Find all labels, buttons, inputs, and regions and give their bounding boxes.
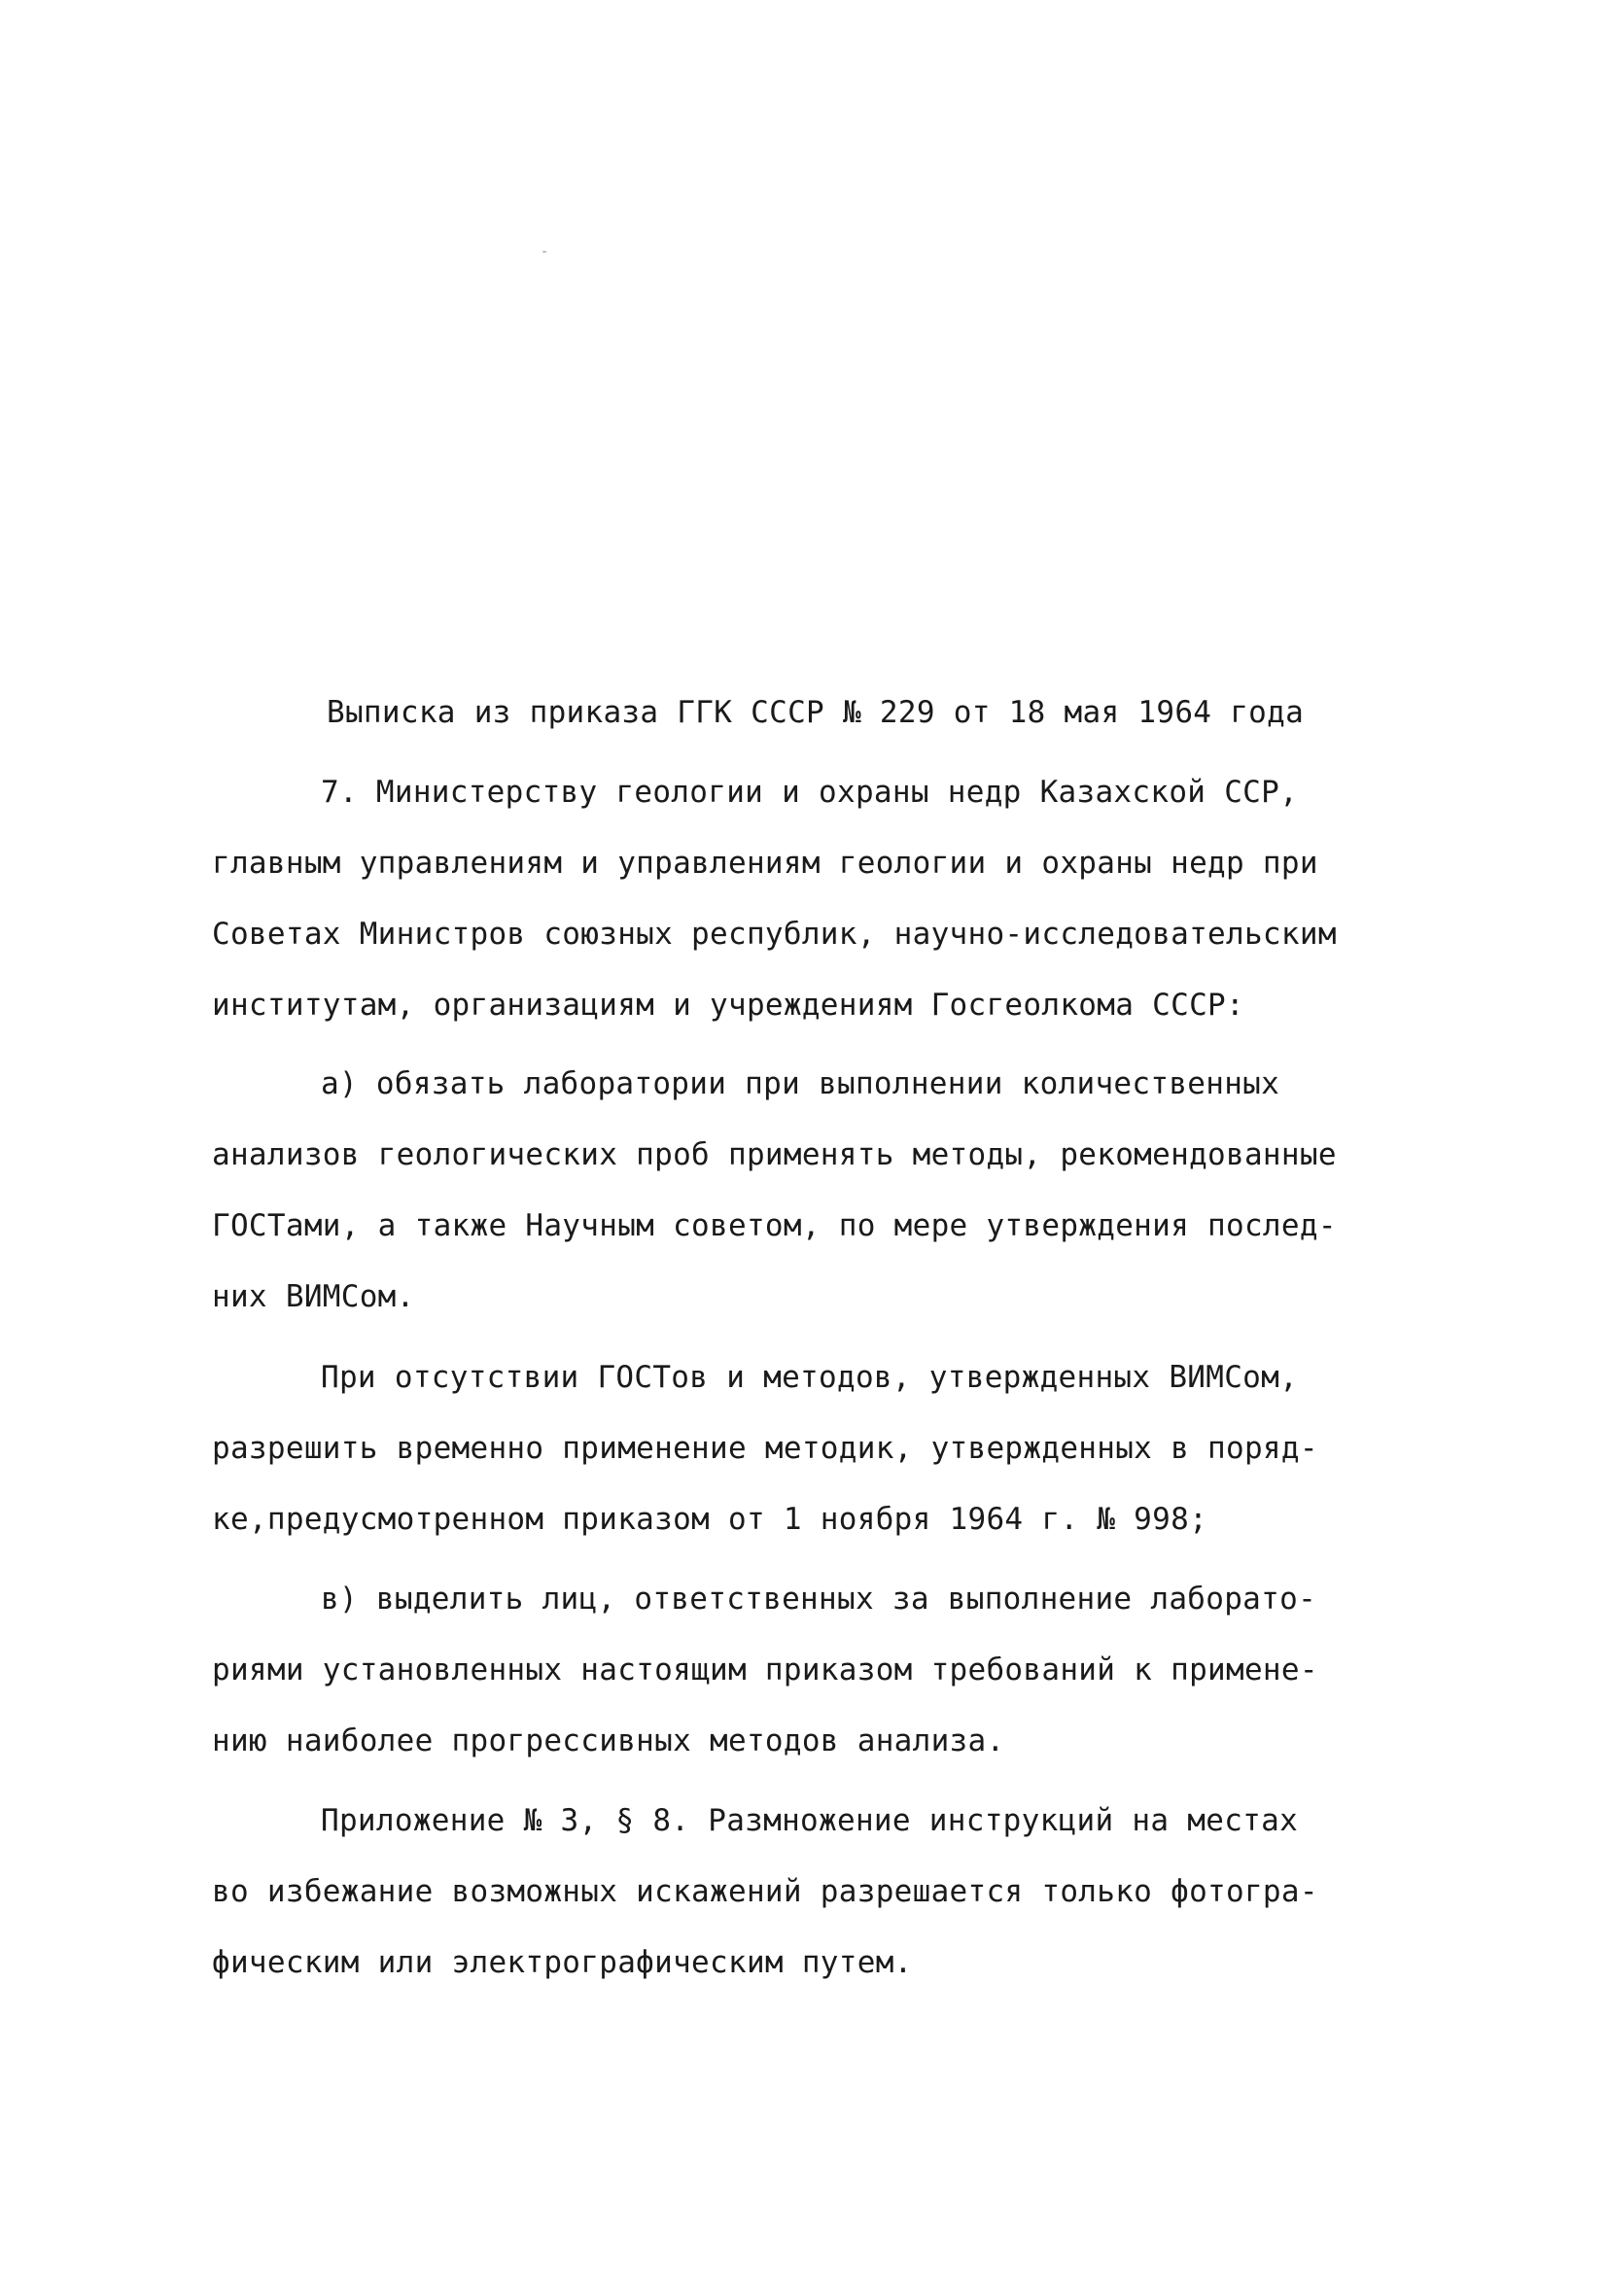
paragraph-line: ке,предусмотренном приказом от 1 ноября 1964 г. № 998;: [212, 1502, 1208, 1537]
paragraph-line: институтам, организациям и учреждениям Госгеолкома СССР:: [212, 988, 1244, 1023]
document-heading: Выписка из приказа ГГК СССР № 229 от 18 мая 1964 года: [327, 695, 1305, 730]
paragraph-line: нию наиболее прогрессивных методов анализа.: [212, 1723, 1005, 1758]
paragraph-line: Советах Министров союзных республик, научно-исследовательским: [212, 917, 1337, 952]
paragraph-line: во избежание возможных искажений разрешается только фотогра-: [212, 1874, 1318, 1909]
paragraph-line: 7. Министерству геологии и охраны недр Казахской ССР,: [321, 775, 1299, 810]
paragraph-line: разрешить временно применение методик, утвержденных в поряд-: [212, 1431, 1318, 1466]
paragraph-line: главным управлениям и управлениям геологии и охраны недр при: [212, 846, 1318, 881]
paragraph-line: Приложение № 3, § 8. Размножение инструкций на местах: [321, 1803, 1299, 1838]
paragraph-line: них ВИМСом.: [212, 1279, 415, 1314]
paragraph-line: анализов геологических проб применять методы, рекомендованные: [212, 1137, 1337, 1172]
paragraph-line: а) обязать лаборатории при выполнении количественных: [321, 1066, 1280, 1101]
paragraph-line: риями установленных настоящим приказом требований к примене-: [212, 1652, 1318, 1687]
scan-speck: [542, 251, 546, 253]
paragraph-line: При отсутствии ГОСТов и методов, утвержденных ВИМСом,: [321, 1360, 1299, 1395]
paragraph-line: фическим или электрографическим путем.: [212, 1945, 913, 1980]
paragraph-line: в) выделить лиц, ответственных за выполнение лаборато-: [321, 1582, 1317, 1617]
paragraph-line: ГОСТами, а также Научным советом, по мере утверждения послед-: [212, 1208, 1337, 1243]
